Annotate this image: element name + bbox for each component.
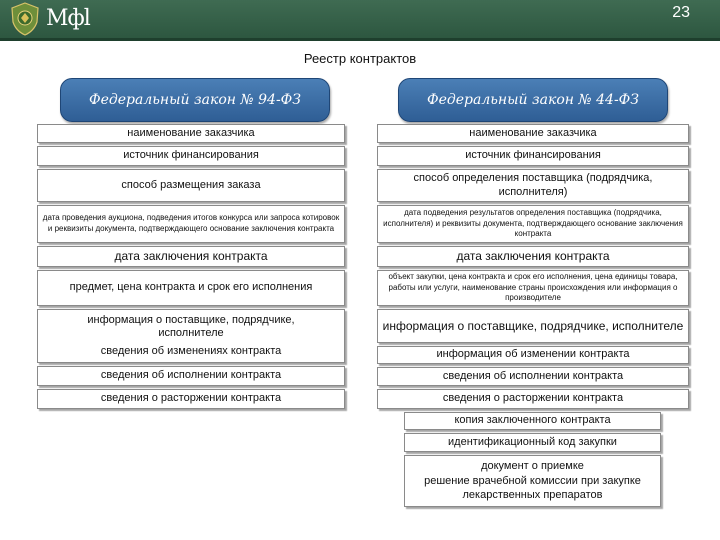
left-item-subject-price: предмет, цена контракта и срок его исполнения bbox=[37, 270, 345, 306]
right-item-contract-date: дата заключения контракта bbox=[377, 246, 689, 267]
right-item-selection-results-date: дата подведения результатов определения поставщика (подрядчика, исполнителя) и реквизиты документа, подтверждающего основание заключения контракта bbox=[377, 205, 689, 243]
header-bar bbox=[0, 0, 720, 41]
right-item-contract-copy: копия заключенного контракта bbox=[404, 412, 661, 430]
left-item-customer-name: наименование заказчика bbox=[37, 124, 345, 143]
right-item-medical-commission: решение врачебной комиссии при закупке лекарственных препаратов bbox=[424, 475, 641, 501]
left-item-execution-info: сведения об исполнении контракта bbox=[37, 366, 345, 386]
right-item-termination-info: сведения о расторжении контракта bbox=[377, 389, 689, 409]
left-item-supplier-and-changes bbox=[37, 309, 345, 363]
right-item-supplier-info: информация о поставщике, подрядчике, исполнителе bbox=[377, 309, 689, 343]
page-title: Реестр контрактов bbox=[303, 51, 417, 66]
law-44-fz-header: Федеральный закон № 44-ФЗ bbox=[398, 78, 668, 122]
left-item-funding-source: источник финансирования bbox=[37, 146, 345, 166]
right-item-customer-name: наименование заказчика bbox=[377, 124, 689, 143]
law-94-fz-header: Федеральный закон № 94-ФЗ bbox=[60, 78, 330, 122]
right-item-contract-changes: информация об изменении контракта bbox=[377, 346, 689, 364]
right-item-acceptance-document: документ о приемке bbox=[481, 460, 584, 473]
right-item-acceptance-and-commission bbox=[404, 455, 661, 507]
right-item-procurement-object: объект закупки, цена контракта и срок его исполнения, цена единицы товара, работы или услуги, наименование страны происхождения или информация о производителе bbox=[377, 270, 689, 306]
right-item-execution-info: сведения об исполнении контракта bbox=[377, 367, 689, 386]
left-item-termination-info: сведения о расторжении контракта bbox=[37, 389, 345, 409]
logo-text: Мфl bbox=[46, 6, 90, 31]
left-item-contract-date: дата заключения контракта bbox=[37, 246, 345, 267]
left-item-contract-changes: сведения об изменениях контракта bbox=[100, 344, 282, 357]
ministry-emblem-icon bbox=[10, 2, 40, 36]
left-item-auction-date: дата проведения аукциона, подведения итогов конкурса или запроса котировок и реквизиты документа, подтверждающего основание заключения контракта bbox=[37, 205, 345, 243]
left-item-placement-method: способ размещения заказа bbox=[37, 169, 345, 202]
left-item-supplier-info: информация о поставщике, подрядчике, исполнителе bbox=[87, 314, 295, 340]
right-item-procurement-id-code: идентификационный код закупки bbox=[404, 433, 661, 452]
right-item-supplier-selection-method: способ определения поставщика (подрядчика, исполнителя) bbox=[377, 169, 689, 202]
page-number: 23 bbox=[672, 4, 690, 21]
right-item-funding-source: источник финансирования bbox=[377, 146, 689, 166]
